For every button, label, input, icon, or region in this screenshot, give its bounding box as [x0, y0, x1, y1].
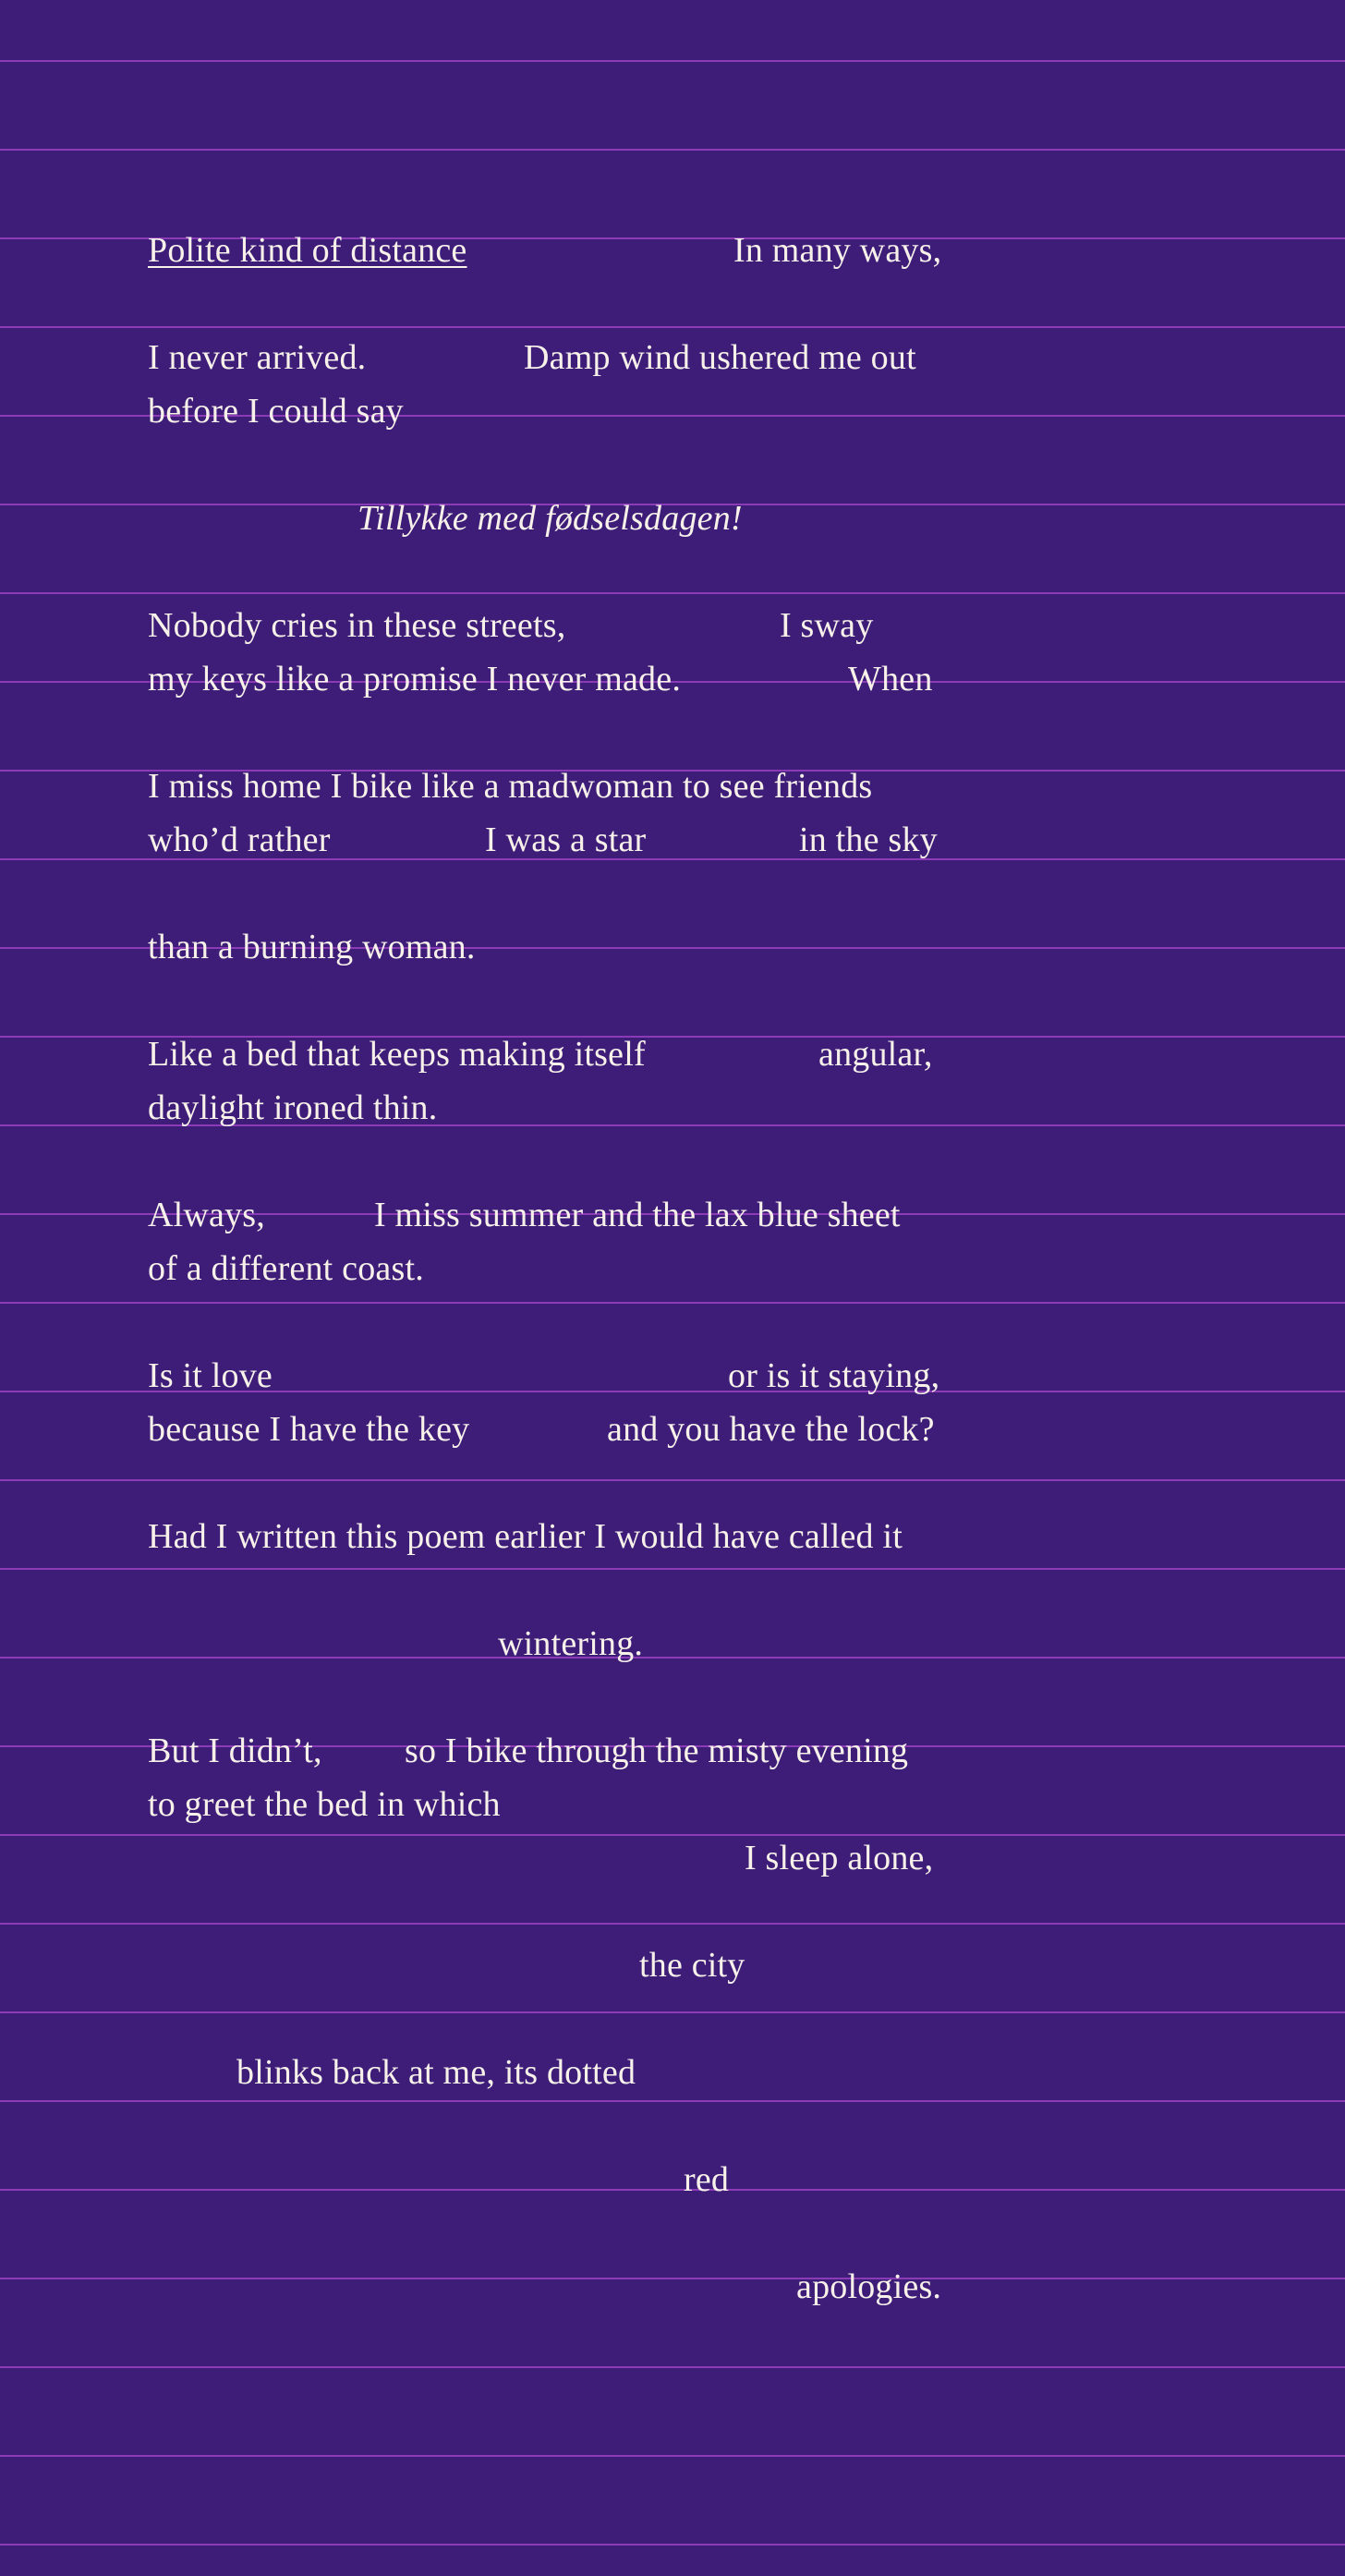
- poem-line: angular,: [818, 1035, 933, 1074]
- poem-line: red: [684, 2160, 730, 2199]
- poem-line: In many ways,: [733, 231, 942, 270]
- poem-line: or is it staying,: [728, 1356, 940, 1395]
- poem-line: who’d rather: [148, 820, 331, 859]
- poem-line: I was a star: [485, 820, 647, 859]
- poem-line: in the sky: [799, 820, 938, 859]
- poem-line: of a different coast.: [148, 1249, 424, 1288]
- poem-line: Always,: [148, 1196, 265, 1234]
- poem-line: But I didn’t,: [148, 1732, 322, 1770]
- poem-line: Like a bed that keeps making itself: [148, 1035, 646, 1074]
- poem-line: Tillykke med fødselsdagen!: [357, 499, 743, 538]
- poem-line: Is it love: [148, 1356, 273, 1395]
- poem-line: I sleep alone,: [745, 1839, 934, 1877]
- poem-line: before I could say: [148, 392, 404, 431]
- poem-line: daylight ironed thin.: [148, 1088, 438, 1127]
- poem-line: and you have the lock?: [607, 1410, 935, 1449]
- poem-line: the city: [639, 1946, 745, 1985]
- poem-line: I miss home I bike like a madwoman to see friends: [148, 767, 873, 806]
- poem-line: I sway: [780, 606, 874, 645]
- poem-line: because I have the key: [148, 1410, 470, 1449]
- poem-line: my keys like a promise I never made.: [148, 660, 682, 699]
- poem-line: wintering.: [498, 1624, 644, 1663]
- poem-line: than a burning woman.: [148, 928, 476, 966]
- poem-line: Damp wind ushered me out: [524, 338, 916, 377]
- poem-line: Nobody cries in these streets,: [148, 606, 566, 645]
- poem-line: blinks back at me, its dotted: [236, 2053, 636, 2092]
- poem-line: to greet the bed in which: [148, 1785, 501, 1824]
- poem-line: Had I written this poem earlier I would have called it: [148, 1517, 903, 1556]
- poem-title: Polite kind of distance: [148, 231, 467, 270]
- poem-line: apologies.: [796, 2267, 942, 2306]
- poem-line: I miss summer and the lax blue sheet: [374, 1196, 901, 1234]
- poem-line: so I bike through the misty evening: [405, 1732, 909, 1770]
- poem-line: When: [848, 660, 933, 699]
- poem-line: I never arrived.: [148, 338, 367, 377]
